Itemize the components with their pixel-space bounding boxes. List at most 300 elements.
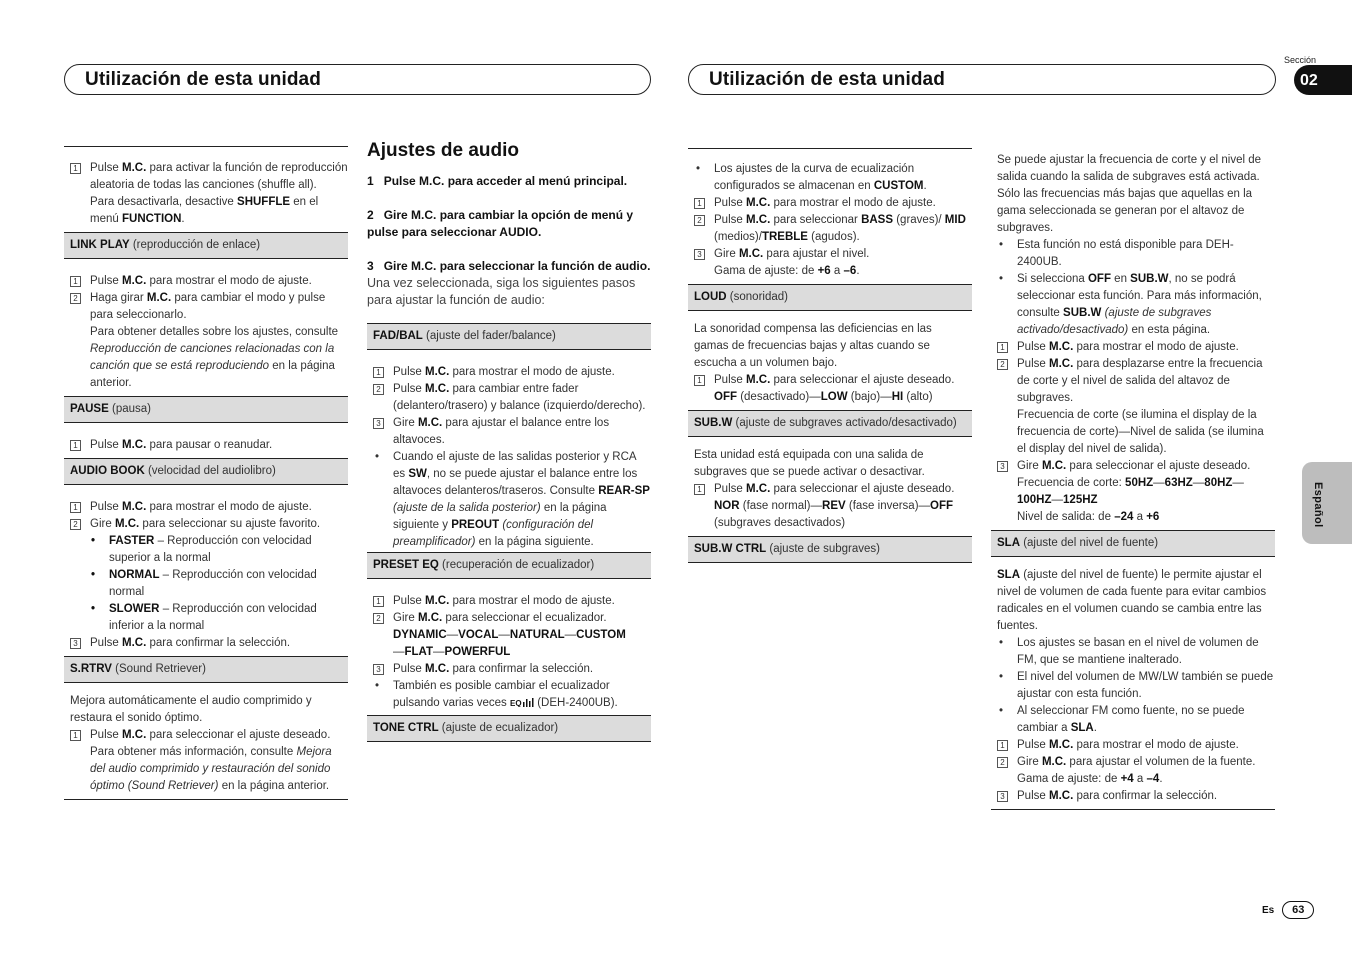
subwctrl-note-2 bbox=[991, 271, 1275, 339]
step-number: 2 bbox=[70, 293, 81, 304]
heading-desc: (sonoridad) bbox=[729, 291, 788, 303]
range-value: +6 bbox=[817, 265, 831, 277]
text: en la página anterior. bbox=[90, 360, 335, 389]
text: Pulse bbox=[1017, 341, 1046, 353]
section-number-badge: 02 bbox=[1294, 65, 1352, 95]
tone-step-1 bbox=[688, 195, 972, 212]
text: Pulse bbox=[90, 275, 119, 287]
text: (graves)/ bbox=[896, 214, 942, 226]
preseteq-note bbox=[367, 678, 651, 712]
tone-step-2 bbox=[688, 212, 972, 246]
custom-label: CUSTOM bbox=[873, 180, 924, 192]
instruction-number: 3 bbox=[367, 259, 374, 273]
range-value: +4 bbox=[1120, 773, 1134, 785]
shuffle-step-1 bbox=[64, 160, 348, 228]
text: para mostrar el modo de ajuste. bbox=[773, 197, 936, 209]
text: para confirmar la selección. bbox=[452, 663, 594, 675]
text: Gire bbox=[393, 417, 415, 429]
text: para mostrar el modo de ajuste. bbox=[1076, 341, 1239, 353]
shuffle-label: SHUFFLE bbox=[237, 196, 291, 208]
step-number: 1 bbox=[70, 276, 81, 287]
heading-desc: (ajuste del nivel de fuente) bbox=[1023, 537, 1159, 549]
step-number: 2 bbox=[70, 519, 81, 530]
text: Frecuencia de corte: bbox=[1017, 477, 1122, 489]
mc-label: M.C. bbox=[146, 292, 172, 304]
mc-label: M.C. bbox=[745, 214, 771, 226]
heading-desc: (ajuste del fader/balance) bbox=[426, 330, 556, 342]
text: para mostrar el modo de ajuste. bbox=[149, 275, 312, 287]
header-right-title: Utilización de esta unidad bbox=[709, 69, 945, 90]
step-number: 1 bbox=[70, 163, 81, 174]
range-value: –24 bbox=[1114, 511, 1134, 523]
audiobook-step-1 bbox=[64, 499, 348, 516]
text: — bbox=[564, 629, 577, 641]
text: — bbox=[1051, 494, 1064, 506]
text: Gama de ajuste: de bbox=[714, 265, 815, 277]
mc-label: M.C. bbox=[1048, 341, 1074, 353]
preseteq-heading bbox=[367, 552, 651, 579]
eq-option: CUSTOM bbox=[576, 629, 626, 641]
step-number: 3 bbox=[997, 791, 1008, 802]
column-1 bbox=[64, 146, 348, 800]
text: Para obtener detalles sobre los ajustes, consulte bbox=[90, 326, 339, 338]
text: para mostrar el modo de ajuste. bbox=[452, 595, 615, 607]
subwctrl-step-3 bbox=[991, 458, 1275, 526]
subw-label: SUB.W bbox=[1063, 307, 1102, 319]
text: para confirmar la selección. bbox=[1076, 790, 1218, 802]
instruction-2 bbox=[367, 207, 651, 241]
mc-label: M.C. bbox=[738, 248, 764, 260]
mc-label: M.C. bbox=[424, 595, 450, 607]
text: para seleccionar su ajuste favorito. bbox=[142, 518, 321, 530]
step-number: 2 bbox=[373, 384, 384, 395]
crossref: (ajuste de subgraves activado/desactivado) bbox=[1017, 307, 1212, 336]
text: Gire bbox=[714, 248, 736, 260]
section-title: Ajustes de audio bbox=[367, 140, 520, 161]
heading-key: TONE CTRL bbox=[373, 722, 439, 734]
faster-option bbox=[64, 533, 348, 567]
step-number: 3 bbox=[373, 664, 384, 675]
text: para desplazarse entre la frecuencia de corte y el nivel de salida del altavoz de subgraves. bbox=[1017, 358, 1263, 404]
text: Gama de ajuste: de bbox=[1017, 773, 1118, 785]
text: – Reproducción con velocidad normal bbox=[109, 569, 317, 598]
text: para mostrar el modo de ajuste. bbox=[149, 501, 312, 513]
text: (medios)/ bbox=[714, 231, 762, 243]
sla-step-2 bbox=[991, 754, 1275, 788]
text: para cambiar entre fader (delantero/trasero) y balance (izquierdo/derecho). bbox=[393, 383, 646, 412]
text: Gire M.C. para cambiar la opción de menú y pulse para seleccionar AUDIO. bbox=[367, 208, 634, 239]
sla-note-2: • El nivel del volumen de MW/LW también se puede ajustar con esta función. bbox=[991, 669, 1275, 703]
srtrv-block bbox=[64, 693, 348, 800]
text: Los ajustes de la curva de ecualización configurados se almacenan en bbox=[714, 163, 915, 192]
text: . bbox=[1159, 773, 1163, 785]
mc-label: M.C. bbox=[1048, 790, 1074, 802]
text: a bbox=[1136, 511, 1143, 523]
rearsp-label: REAR-SP bbox=[598, 485, 650, 497]
step-number: 3 bbox=[997, 461, 1008, 472]
text: Pulse bbox=[393, 383, 422, 395]
footer-lang-code: Es bbox=[1262, 904, 1275, 916]
step-number: 3 bbox=[694, 249, 705, 260]
mc-label: M.C. bbox=[121, 729, 147, 741]
text: Gire bbox=[1017, 756, 1039, 768]
heading-key: SLA bbox=[997, 537, 1020, 549]
off-label: OFF bbox=[1087, 273, 1111, 285]
freq-option: 63HZ bbox=[1164, 477, 1193, 489]
option-key: OFF bbox=[930, 500, 954, 512]
treble-label: TREBLE bbox=[761, 231, 808, 243]
text: Pulse bbox=[393, 366, 422, 378]
mc-label: M.C. bbox=[1048, 739, 1074, 751]
fadbal-note bbox=[367, 449, 651, 551]
text: — bbox=[446, 629, 459, 641]
sla-block bbox=[991, 567, 1275, 810]
text: para mostrar el modo de ajuste. bbox=[452, 366, 615, 378]
freq-option: 125HZ bbox=[1063, 494, 1098, 506]
step-number: 1 bbox=[70, 440, 81, 451]
text: para seleccionar el ajuste deseado. bbox=[773, 374, 955, 386]
tonectrl-heading bbox=[367, 715, 651, 742]
crossref: (configuración del preamplificador) bbox=[393, 519, 594, 548]
pause-step-1 bbox=[64, 437, 348, 454]
sla-note-3 bbox=[991, 703, 1275, 737]
option-key: NORMAL bbox=[109, 569, 160, 581]
subwctrl-para-1: Se puede ajustar la frecuencia de corte y el nivel de salida cuando la salida de subgraves está activada. bbox=[997, 154, 1262, 183]
crossref: Mejora del audio comprimido y restauración del sonido óptimo (Sound Retriever) bbox=[90, 746, 332, 792]
text: Pulse bbox=[714, 214, 743, 226]
option-key: NOR bbox=[714, 500, 740, 512]
tone-step-3 bbox=[688, 246, 972, 280]
text: para seleccionar el ecualizador. bbox=[445, 612, 607, 624]
loud-heading bbox=[688, 284, 972, 311]
range-value: +6 bbox=[1146, 511, 1160, 523]
step-number: 1 bbox=[70, 502, 81, 513]
heading-desc: (ajuste de subgraves) bbox=[769, 543, 880, 555]
text: Pulse bbox=[1017, 739, 1046, 751]
eq-option: NATURAL bbox=[509, 629, 565, 641]
instruction-number: 2 bbox=[367, 208, 374, 222]
mc-label: M.C. bbox=[417, 612, 443, 624]
text: . bbox=[923, 180, 927, 192]
eq-option: POWERFUL bbox=[444, 646, 511, 658]
sla-heading bbox=[991, 530, 1275, 557]
step-number: 3 bbox=[373, 418, 384, 429]
bass-label: BASS bbox=[861, 214, 894, 226]
page-number: 63 bbox=[1282, 901, 1314, 919]
text: para ajustar el balance entre los altavoces. bbox=[393, 417, 610, 446]
text: en la página siguiente. bbox=[478, 536, 594, 548]
text: — bbox=[433, 646, 445, 658]
heading-key: PAUSE bbox=[70, 403, 109, 415]
text: para ajustar el volumen de la fuente. bbox=[1069, 756, 1256, 768]
mc-label: M.C. bbox=[121, 501, 147, 513]
mid-label: MID bbox=[944, 214, 966, 226]
subwctrl-heading bbox=[688, 536, 972, 563]
subw-step-1 bbox=[688, 481, 972, 532]
text: Gire bbox=[1017, 460, 1039, 472]
mc-label: M.C. bbox=[121, 275, 147, 287]
text: para cambiar el modo y pulse para seleccionarlo. bbox=[90, 292, 326, 321]
option-key: SLOWER bbox=[109, 603, 160, 615]
text: para seleccionar el ajuste deseado. bbox=[1069, 460, 1251, 472]
sw-label: SW bbox=[408, 468, 427, 480]
heading-key: SUB.W bbox=[694, 417, 733, 429]
text: Cuando el ajuste de las salidas posterior y RCA es bbox=[393, 451, 636, 480]
freq-option: 80HZ bbox=[1204, 477, 1233, 489]
step-number: 1 bbox=[997, 740, 1008, 751]
text: Al seleccionar FM como fuente, no se puede cambiar a bbox=[1017, 705, 1245, 734]
heading-key: AUDIO BOOK bbox=[70, 465, 145, 477]
mc-label: M.C. bbox=[121, 637, 147, 649]
text: . bbox=[181, 213, 185, 225]
srtrv-para: Mejora automáticamente el audio comprimido y restaura el sonido óptimo. bbox=[70, 695, 312, 724]
instruction-number: 1 bbox=[367, 174, 374, 188]
text: — bbox=[498, 629, 510, 641]
linkplay-heading bbox=[64, 232, 348, 259]
language-tab-label: Español bbox=[1312, 482, 1324, 528]
loud-step-1 bbox=[688, 372, 972, 406]
text: Pulse bbox=[393, 663, 422, 675]
text: — bbox=[918, 500, 931, 512]
step-number: 3 bbox=[70, 638, 81, 649]
text: Para obtener más información, consulte bbox=[90, 746, 294, 758]
step-number: 1 bbox=[694, 484, 705, 495]
mc-label: M.C. bbox=[424, 663, 450, 675]
eq-option: DYNAMIC bbox=[393, 629, 447, 641]
text: . bbox=[1093, 722, 1097, 734]
heading-key: S.RTRV bbox=[70, 663, 112, 675]
step-number: 1 bbox=[997, 342, 1008, 353]
text: (fase inversa) bbox=[848, 500, 919, 512]
text: Si selecciona bbox=[1017, 273, 1085, 285]
text: (DEH-2400UB). bbox=[537, 697, 618, 709]
text: (subgraves desactivados) bbox=[714, 517, 846, 529]
text: Pulse bbox=[714, 197, 743, 209]
heading-desc: (velocidad del audiolibro) bbox=[147, 465, 276, 477]
mc-label: M.C. bbox=[745, 374, 771, 386]
eq-option: VOCAL bbox=[458, 629, 499, 641]
instruction-3-body: Una vez seleccionada, siga los siguientes pasos para ajustar la función de audio: bbox=[367, 276, 636, 307]
function-label: FUNCTION bbox=[121, 213, 182, 225]
eq-button-icon bbox=[510, 698, 534, 707]
text: (fase normal) bbox=[742, 500, 811, 512]
heading-desc: (recuperación de ecualizador) bbox=[442, 559, 595, 571]
text: Pulse bbox=[90, 162, 119, 174]
text: También es posible cambiar el ecualizador pulsando varias veces bbox=[393, 680, 610, 709]
text: Nivel de salida: de bbox=[1017, 511, 1111, 523]
text: para seleccionar bbox=[773, 214, 858, 226]
header-left-title: Utilización de esta unidad bbox=[85, 69, 321, 90]
preseteq-step-2 bbox=[367, 610, 651, 661]
text: a bbox=[833, 265, 841, 277]
crossref: Reproducción de canciones relacionadas con la canción que se está reproduciendo bbox=[90, 343, 335, 372]
text: (bajo) bbox=[850, 391, 881, 403]
freq-option: 100HZ bbox=[1017, 494, 1052, 506]
text: (alto) bbox=[906, 391, 933, 403]
freq-option: 50HZ bbox=[1125, 477, 1154, 489]
range-value: –6 bbox=[843, 265, 857, 277]
header-right bbox=[688, 64, 1276, 95]
fadbal-step-3 bbox=[367, 415, 651, 449]
text: (agudos). bbox=[811, 231, 860, 243]
sla-para bbox=[991, 567, 1275, 635]
step-number: 1 bbox=[70, 730, 81, 741]
text: — bbox=[880, 391, 892, 403]
text: para confirmar la selección. bbox=[149, 637, 291, 649]
text: — bbox=[393, 646, 405, 658]
column-4 bbox=[991, 148, 1275, 810]
text: Pulse bbox=[1017, 790, 1046, 802]
text: en la página anterior. bbox=[221, 780, 330, 792]
text: para pausar o reanudar. bbox=[149, 439, 273, 451]
range-value: –4 bbox=[1146, 773, 1160, 785]
heading-key: PRESET EQ bbox=[373, 559, 439, 571]
srtrv-step-1 bbox=[64, 727, 348, 795]
step-number: 1 bbox=[373, 367, 384, 378]
text: Haga girar bbox=[90, 292, 144, 304]
text: Pulse bbox=[90, 729, 119, 741]
text: Para desactivarla, desactive bbox=[90, 196, 234, 208]
language-tab bbox=[1302, 462, 1352, 544]
mc-label: M.C. bbox=[114, 518, 140, 530]
text: en esta página. bbox=[1131, 324, 1211, 336]
text: (ajuste del nivel de fuente) le permite ajustar el nivel de volumen de cada fuente para evitar cambios radicales en el volumen cuando se cambia entre las fuentes. bbox=[997, 569, 1267, 632]
text: Gire bbox=[90, 518, 112, 530]
instruction-3 bbox=[367, 258, 651, 275]
step-number: 2 bbox=[997, 757, 1008, 768]
fadbal-heading bbox=[367, 323, 651, 350]
mc-label: M.C. bbox=[424, 366, 450, 378]
eq-option: FLAT bbox=[404, 646, 434, 658]
normal-option bbox=[64, 567, 348, 601]
text: . bbox=[856, 265, 860, 277]
sla-step-3 bbox=[991, 788, 1275, 805]
mc-label: M.C. bbox=[424, 383, 450, 395]
sla-step-1 bbox=[991, 737, 1275, 754]
preseteq-step-1 bbox=[367, 593, 651, 610]
footer bbox=[1262, 901, 1314, 919]
text: Pulse bbox=[393, 595, 422, 607]
text: Pulse bbox=[90, 439, 119, 451]
step-number: 1 bbox=[694, 375, 705, 386]
text: Frecuencia de corte (se ilumina el display de la frecuencia de corte)—Nivel de salida (se ilumina el display del nivel de salida). bbox=[1017, 409, 1264, 455]
section-label: Sección bbox=[1284, 55, 1317, 65]
linkplay-step-2 bbox=[64, 290, 348, 392]
loud-para: La sonoridad compensa las deficiencias en las gamas de frecuencias bajas y altas cuando se escucha a un volumen bajo. bbox=[694, 323, 932, 369]
option-key: HI bbox=[891, 391, 904, 403]
option-key: FASTER bbox=[109, 535, 155, 547]
mc-label: M.C. bbox=[1048, 358, 1074, 370]
audiobook-step-3 bbox=[64, 635, 348, 652]
crossref: (ajuste de la salida posterior) bbox=[393, 502, 541, 514]
text: en el menú bbox=[90, 196, 319, 225]
heading-key: SUB.W CTRL bbox=[694, 543, 767, 555]
fadbal-step-2 bbox=[367, 381, 651, 415]
subwctrl-step-1 bbox=[991, 339, 1275, 356]
column-3 bbox=[688, 148, 972, 573]
text: Pulse bbox=[90, 501, 119, 513]
text: Gire bbox=[393, 612, 415, 624]
option-key: LOW bbox=[820, 391, 848, 403]
mc-label: M.C. bbox=[745, 483, 771, 495]
heading-desc: (ajuste de subgraves activado/desactivado) bbox=[735, 417, 957, 429]
heading-key: LOUD bbox=[694, 291, 727, 303]
text: Pulse bbox=[1017, 358, 1046, 370]
heading-desc: (reproducción de enlace) bbox=[132, 239, 261, 251]
subw-heading bbox=[688, 410, 972, 437]
text: – Reproducción con velocidad superior a la normal bbox=[109, 535, 312, 564]
text: a bbox=[1136, 773, 1144, 785]
text: – Reproducción con velocidad inferior a la normal bbox=[109, 603, 317, 632]
preout-label: PREOUT bbox=[451, 519, 500, 531]
heading-key: LINK PLAY bbox=[70, 239, 130, 251]
text: (desactivado) bbox=[740, 391, 810, 403]
preseteq-step-3 bbox=[367, 661, 651, 678]
text: , no se podrá seleccionar esta función. Para más información, consulte bbox=[1017, 273, 1262, 319]
mc-label: M.C. bbox=[417, 417, 443, 429]
text: en bbox=[1114, 273, 1127, 285]
subwctrl-step-2 bbox=[991, 356, 1275, 458]
text: , no se puede ajustar el balance entre los altavoces delanteros/traseros. Consulte bbox=[393, 468, 638, 497]
svg-text:EQ: EQ bbox=[510, 699, 522, 707]
sla-label: SLA bbox=[1070, 722, 1094, 734]
instruction-1 bbox=[367, 173, 651, 190]
srtrv-heading bbox=[64, 656, 348, 683]
text: — bbox=[810, 500, 823, 512]
text: Pulse bbox=[714, 374, 743, 386]
mc-label: M.C. bbox=[745, 197, 771, 209]
heading-desc: (Sound Retriever) bbox=[115, 663, 206, 675]
heading-key: FAD/BAL bbox=[373, 330, 423, 342]
sla-label: SLA bbox=[997, 569, 1020, 581]
subwctrl-para-2: Sólo las frecuencias más bajas que aquellas en la gama seleccionada se generan por el altavoz de subgraves. bbox=[997, 188, 1253, 234]
mc-label: M.C. bbox=[1041, 460, 1067, 472]
text: Pulse bbox=[714, 483, 743, 495]
text: — bbox=[1153, 477, 1165, 489]
subw-label: SUB.W bbox=[1130, 273, 1169, 285]
tone-note bbox=[688, 161, 972, 195]
step-number: 2 bbox=[373, 613, 384, 624]
audiobook-step-2 bbox=[64, 516, 348, 533]
mc-label: M.C. bbox=[121, 162, 147, 174]
sla-note-1: • Los ajustes se basan en el nivel de volumen de FM, que se mantiene inalterado. bbox=[991, 635, 1275, 669]
option-key: OFF bbox=[714, 391, 737, 403]
subwctrl-note-1: • Esta función no está disponible para DEH-2400UB. bbox=[991, 237, 1275, 271]
step-number: 1 bbox=[694, 198, 705, 209]
text: para ajustar el nivel. bbox=[766, 248, 870, 260]
column-2 bbox=[367, 142, 651, 752]
step-number: 2 bbox=[997, 359, 1008, 370]
mc-label: M.C. bbox=[121, 439, 147, 451]
heading-desc: (ajuste de ecualizador) bbox=[441, 722, 559, 734]
text: — bbox=[1232, 477, 1244, 489]
step-number: 1 bbox=[373, 596, 384, 607]
step-number: 2 bbox=[694, 215, 705, 226]
option-key: REV bbox=[822, 500, 846, 512]
fadbal-step-1 bbox=[367, 364, 651, 381]
text: — bbox=[809, 391, 821, 403]
text: para activar la función de reproducción aleatoria de todas las canciones (shuffle all). bbox=[90, 162, 348, 191]
linkplay-step-1 bbox=[64, 273, 348, 290]
text: Pulse M.C. para acceder al menú principal. bbox=[383, 174, 628, 188]
heading-desc: (pausa) bbox=[111, 403, 151, 415]
text: — bbox=[1192, 477, 1205, 489]
text: Pulse bbox=[90, 637, 119, 649]
text: para mostrar el modo de ajuste. bbox=[1076, 739, 1239, 751]
slower-option bbox=[64, 601, 348, 635]
subw-para: Esta unidad está equipada con una salida de subgraves que se puede activar o desactivar. bbox=[694, 449, 925, 478]
header-left bbox=[64, 64, 651, 95]
